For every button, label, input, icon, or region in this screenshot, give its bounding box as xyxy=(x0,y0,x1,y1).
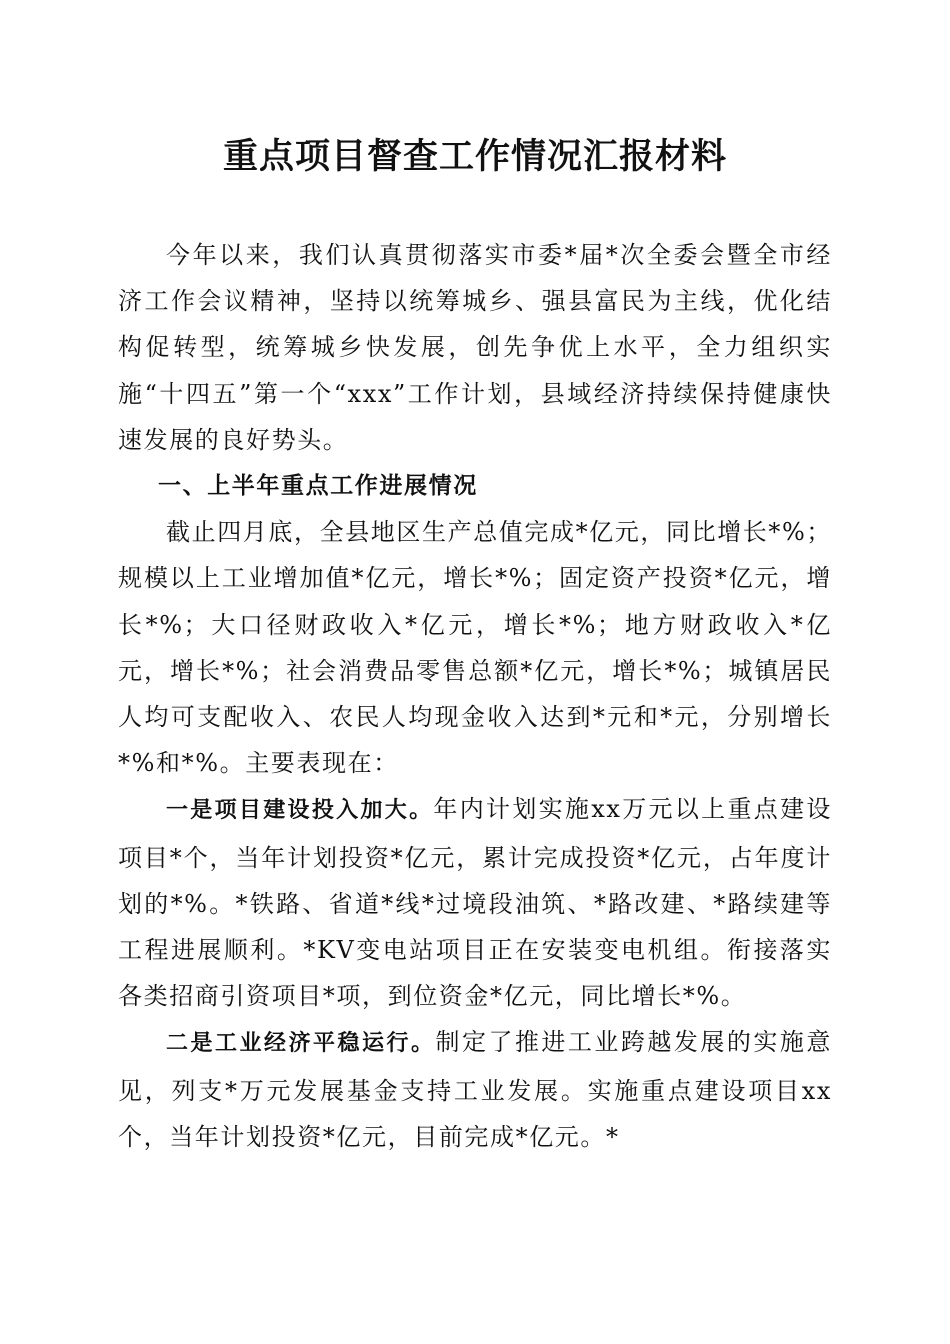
point-two-text: 制定了推进工业跨越发展的实施意见，列支*万元发展基金支持工业发展。实施重点建设项目xx个，当年计划投资*亿元，目前完成*亿元。* xyxy=(118,1028,832,1151)
document-body xyxy=(118,232,832,1160)
point-one-lead: 一是项目建设投入加大。 xyxy=(166,798,434,824)
document-title: 重点项目督查工作情况汇报材料 xyxy=(222,136,727,177)
point-one-text: 年内计划实施xx万元以上重点建设项目*个，当年计划投资*亿元，累计完成投资*亿元，占年度计划的*%。*铁路、省道*线*过境段油筑、*路改建、*路续建等工程进展顺利。*KV变电站项目正在安装变电机组。衔接落实各类招商引资项目*项，到位资金*亿元，同比增长*%。 xyxy=(118,795,832,1011)
section-heading: 一、上半年重点工作进展情况 xyxy=(158,473,478,500)
point-one-paragraph xyxy=(118,786,832,1019)
point-two-paragraph xyxy=(118,1019,832,1160)
intro-paragraph: 今年以来，我们认真贯彻落实市委*届*次全委会暨全市经济工作会议精神，坚持以统筹城乡、强县富民为主线，优化结构促转型，统筹城乡快发展，创先争优上水平，全力组织实施“十四五”第一个“xxx”工作计划，县域经济持续保持健康快速发展的良好势头。 xyxy=(118,241,832,454)
section-paragraph: 截止四月底，全县地区生产总值完成*亿元，同比增长*%；规模以上工业增加值*亿元，增长*%；固定资产投资*亿元，增长*%；大口径财政收入*亿元，增长*%；地方财政收入*亿元，增长*%；社会消费品零售总额*亿元，增长*%；城镇居民人均可支配收入、农民人均现金收入达到*元和*元，分别增长*%和*%。主要表现在： xyxy=(118,518,833,778)
point-two-lead: 二是工业经济平稳运行。 xyxy=(166,1031,436,1057)
